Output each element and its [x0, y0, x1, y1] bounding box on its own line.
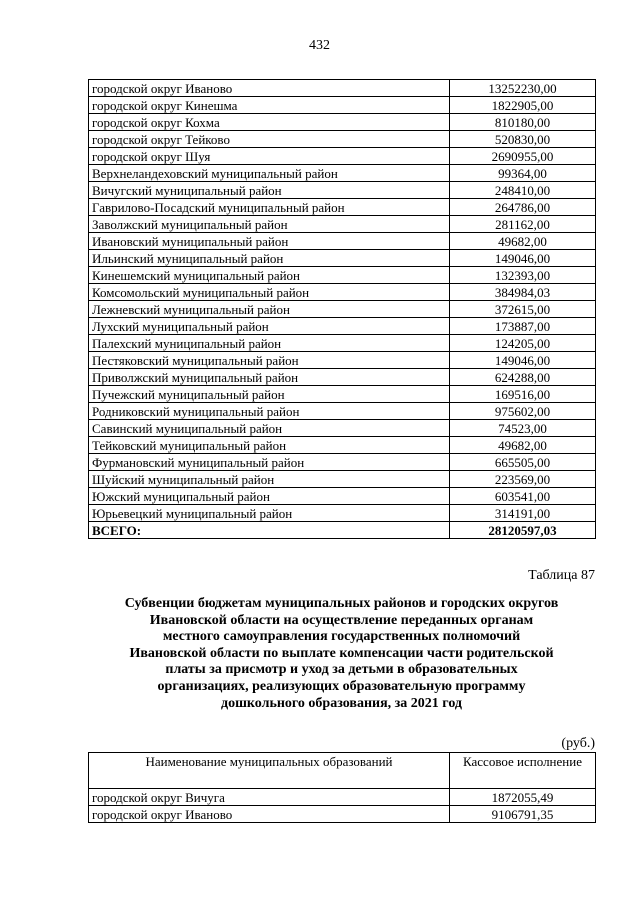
amount-value: 2690955,00	[450, 148, 596, 165]
municipality-name: городской округ Иваново	[89, 806, 450, 823]
table-header-row	[89, 753, 596, 789]
municipality-name: Юрьевецкий муниципальный район	[89, 505, 450, 522]
table-row	[89, 250, 596, 267]
table-caption: Таблица 87	[528, 568, 595, 583]
amount-value: 149046,00	[450, 250, 596, 267]
municipality-name: городской округ Тейково	[89, 131, 450, 148]
municipality-name: Ивановский муниципальный район	[89, 233, 450, 250]
municipality-name: Вичугский муниципальный район	[89, 182, 450, 199]
amount-value: 624288,00	[450, 369, 596, 386]
amount-value: 520830,00	[450, 131, 596, 148]
municipality-name: Комсомольский муниципальный район	[89, 284, 450, 301]
table-row	[89, 318, 596, 335]
municipality-name: Тейковский муниципальный район	[89, 437, 450, 454]
total-value: 28120597,03	[450, 522, 596, 539]
table-row	[89, 233, 596, 250]
table-row	[89, 199, 596, 216]
table-row	[89, 182, 596, 199]
municipality-name: Пестяковский муниципальный район	[89, 352, 450, 369]
table-row	[89, 165, 596, 182]
table-row	[89, 148, 596, 165]
subsidy-table-87	[88, 752, 596, 823]
amount-value: 223569,00	[450, 471, 596, 488]
municipality-name: городской округ Вичуга	[89, 789, 450, 806]
table-row	[89, 114, 596, 131]
table-title	[88, 596, 595, 712]
table-row	[89, 97, 596, 114]
table-row	[89, 352, 596, 369]
municipality-name: Приволжский муниципальный район	[89, 369, 450, 386]
amount-value: 169516,00	[450, 386, 596, 403]
municipality-name: Лежневский муниципальный район	[89, 301, 450, 318]
amount-value: 149046,00	[450, 352, 596, 369]
amount-value: 49682,00	[450, 233, 596, 250]
table-row	[89, 335, 596, 352]
municipality-name: городской округ Кинешма	[89, 97, 450, 114]
amount-value: 384984,03	[450, 284, 596, 301]
municipality-name: Ильинский муниципальный район	[89, 250, 450, 267]
amount-value: 264786,00	[450, 199, 596, 216]
table-row	[89, 505, 596, 522]
municipality-name: Кинешемский муниципальный район	[89, 267, 450, 284]
municipality-name: Савинский муниципальный район	[89, 420, 450, 437]
title-line: дошкольного образования, за 2021 год	[221, 695, 462, 711]
amount-value: 665505,00	[450, 454, 596, 471]
amount-value: 124205,00	[450, 335, 596, 352]
municipality-name: Южский муниципальный район	[89, 488, 450, 505]
amount-value: 1872055,49	[450, 789, 596, 806]
table-row	[89, 454, 596, 471]
municipality-name: Гаврилово-Посадский муниципальный район	[89, 199, 450, 216]
municipality-name: Верхнеландеховский муниципальный район	[89, 165, 450, 182]
amount-value: 314191,00	[450, 505, 596, 522]
table-row	[89, 806, 596, 823]
amount-value: 173887,00	[450, 318, 596, 335]
amount-value: 248410,00	[450, 182, 596, 199]
title-line: организациях, реализующих образовательную программу	[157, 678, 526, 694]
table-row	[89, 284, 596, 301]
amount-value: 49682,00	[450, 437, 596, 454]
table-row	[89, 301, 596, 318]
table-row	[89, 80, 596, 97]
title-line: Ивановской области по выплате компенсации части родительской	[129, 645, 554, 661]
table-row	[89, 420, 596, 437]
amount-value: 99364,00	[450, 165, 596, 182]
amount-value: 132393,00	[450, 267, 596, 284]
municipality-name: городской округ Иваново	[89, 80, 450, 97]
table-row	[89, 386, 596, 403]
table-row	[89, 131, 596, 148]
municipality-name: Лухский муниципальный район	[89, 318, 450, 335]
table-row	[89, 471, 596, 488]
amount-value: 603541,00	[450, 488, 596, 505]
title-line: Субвенции бюджетам муниципальных районов и городских округов	[124, 596, 559, 611]
amount-value: 74523,00	[450, 420, 596, 437]
page-number: 432	[309, 38, 330, 53]
title-line: местного самоуправления государственных полномочий	[162, 629, 521, 645]
municipality-name: Пучежский муниципальный район	[89, 386, 450, 403]
municipality-name: Фурмановский муниципальный район	[89, 454, 450, 471]
municipality-name: Палехский муниципальный район	[89, 335, 450, 352]
amount-value: 281162,00	[450, 216, 596, 233]
title-line: Ивановской области на осуществление переданных органам	[149, 612, 534, 628]
table-row	[89, 789, 596, 806]
amount-value: 1822905,00	[450, 97, 596, 114]
table-row	[89, 267, 596, 284]
table-row	[89, 437, 596, 454]
currency-unit: (руб.)	[561, 736, 595, 751]
table-row	[89, 216, 596, 233]
table-row	[89, 403, 596, 420]
amount-value: 9106791,35	[450, 806, 596, 823]
total-row	[89, 522, 596, 539]
total-label: ВСЕГО:	[89, 522, 450, 539]
header-municipality: Наименование муниципальных образований	[89, 753, 450, 789]
header-cash-execution: Кассовое исполнение	[450, 753, 596, 789]
amount-value: 372615,00	[450, 301, 596, 318]
amount-value: 810180,00	[450, 114, 596, 131]
title-line: платы за присмотр и уход за детьми в образовательных	[165, 662, 518, 678]
municipality-name: городской округ Шуя	[89, 148, 450, 165]
municipality-name: Заволжский муниципальный район	[89, 216, 450, 233]
table-row	[89, 488, 596, 505]
amount-value: 975602,00	[450, 403, 596, 420]
municipality-name: городской округ Кохма	[89, 114, 450, 131]
table-row	[89, 369, 596, 386]
amount-value: 13252230,00	[450, 80, 596, 97]
subsidy-table-continued	[88, 79, 596, 539]
municipality-name: Шуйский муниципальный район	[89, 471, 450, 488]
municipality-name: Родниковский муниципальный район	[89, 403, 450, 420]
